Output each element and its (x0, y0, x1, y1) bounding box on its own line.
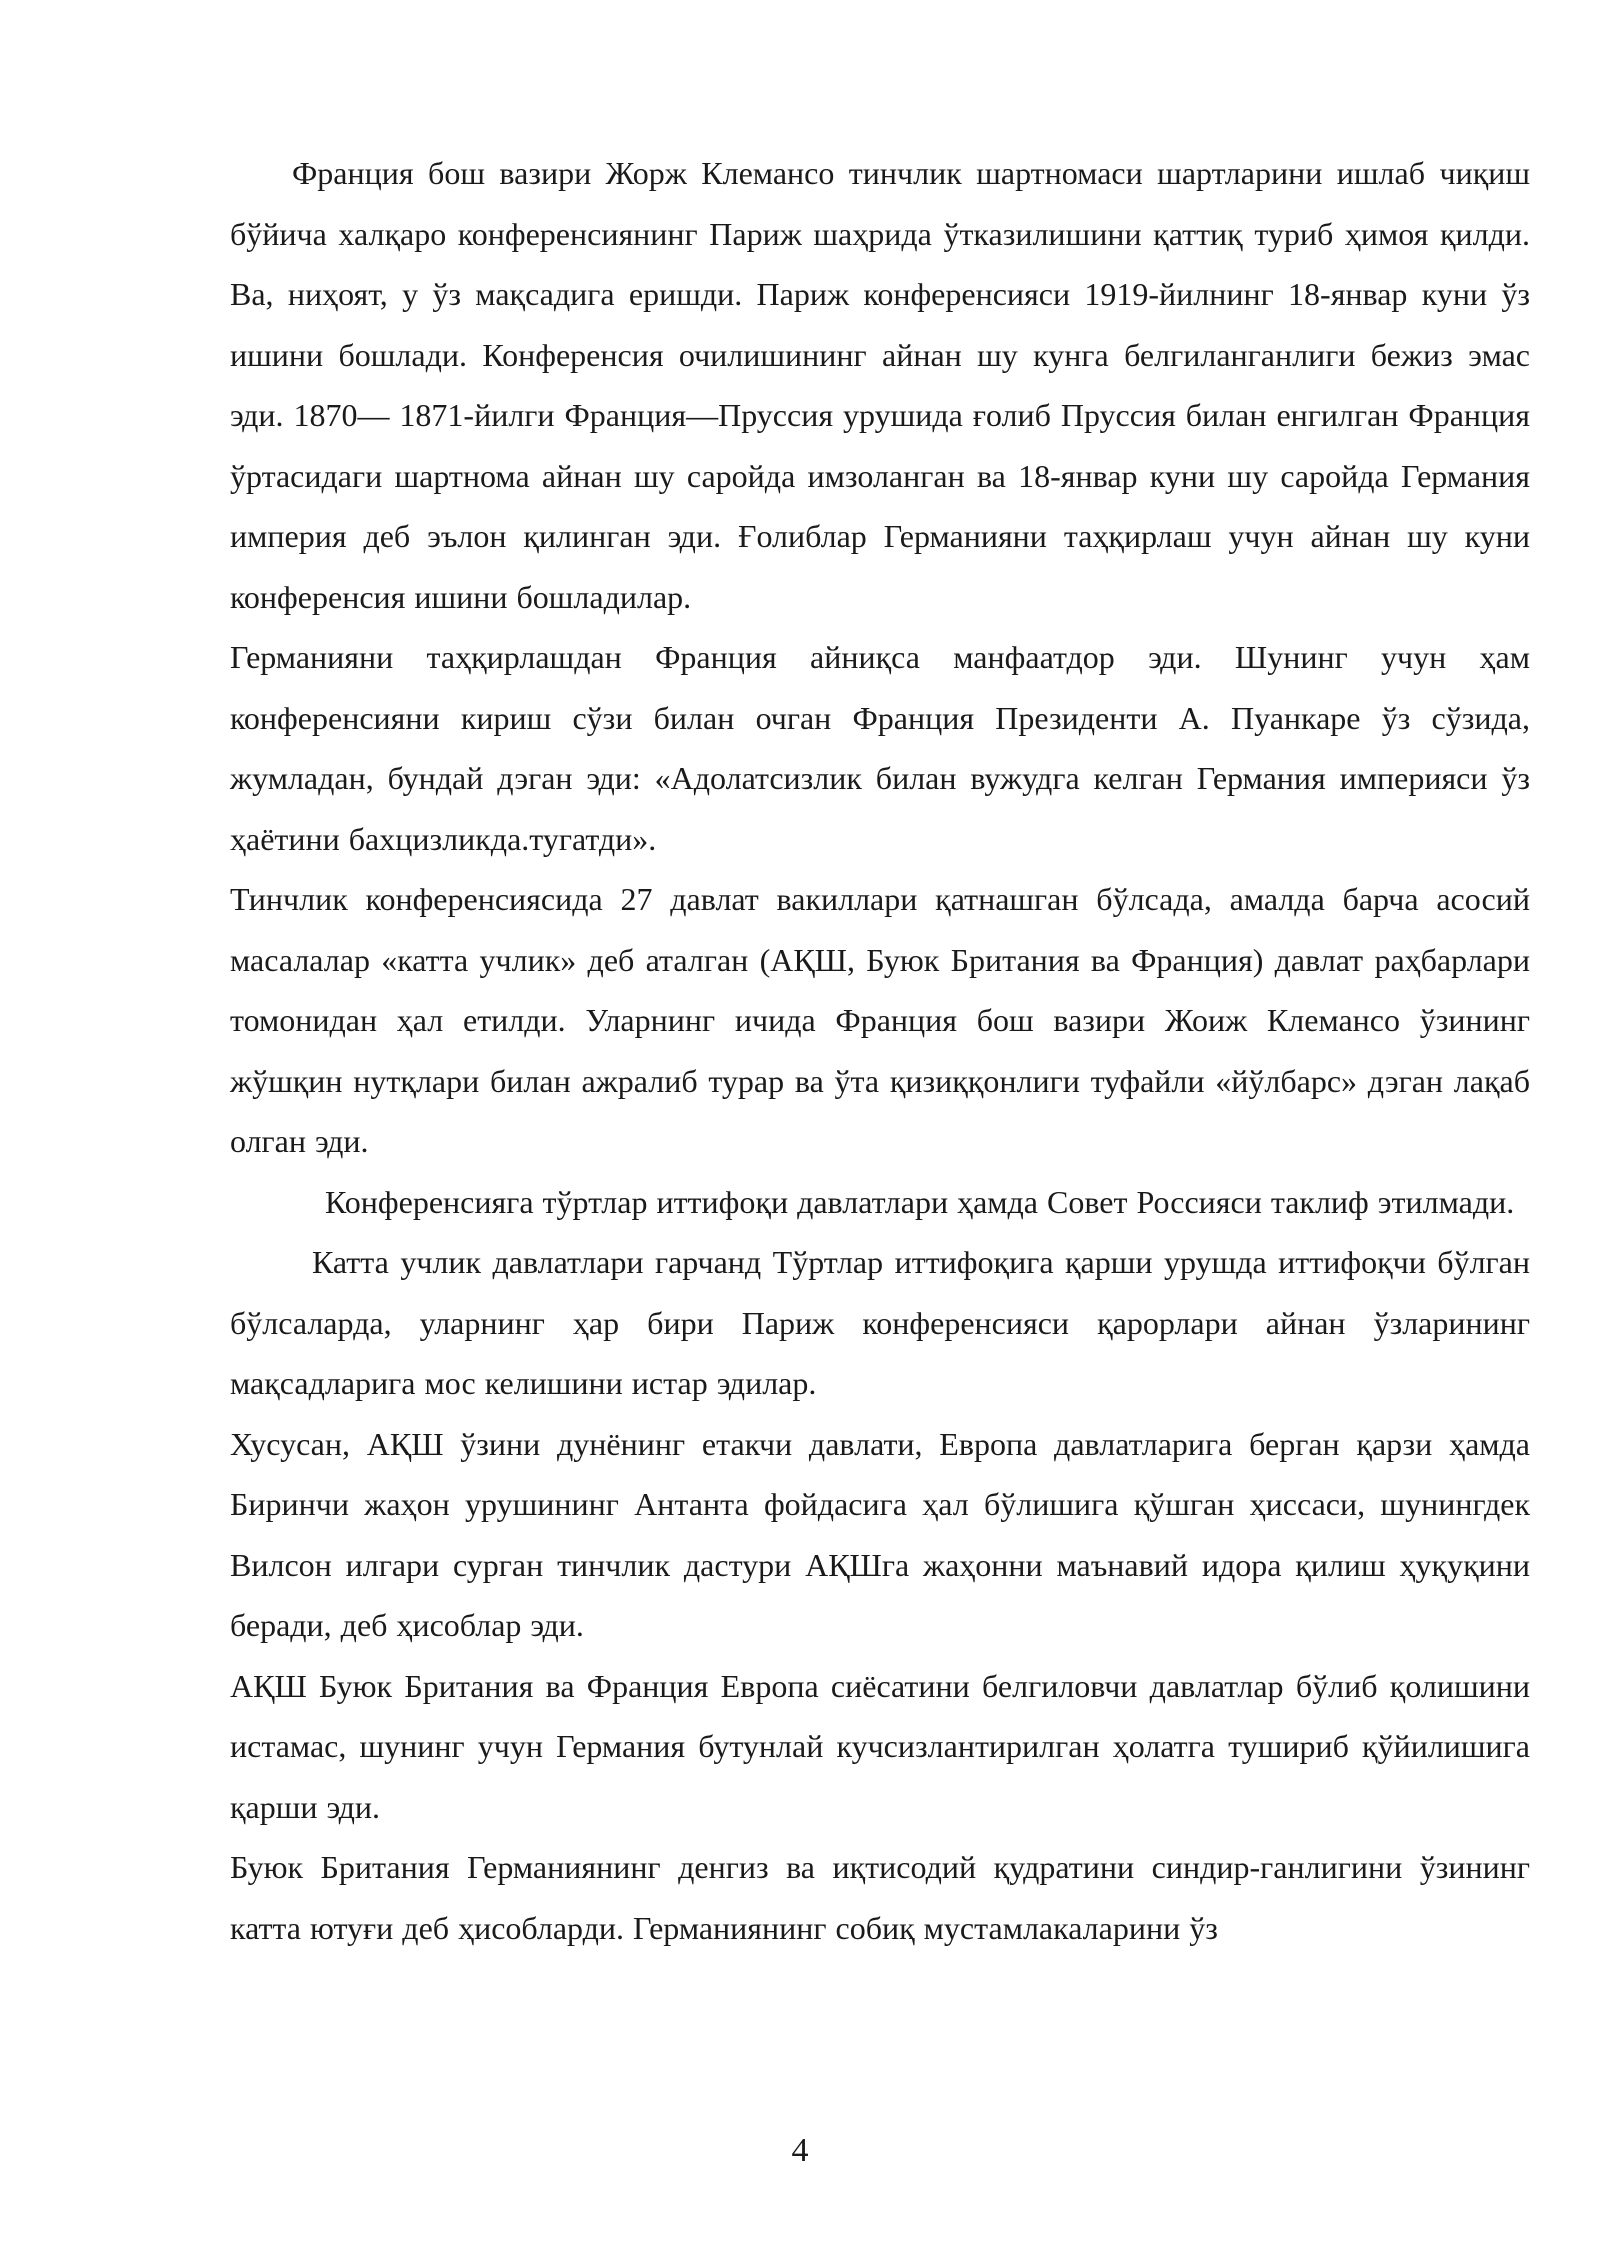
paragraph-clemenceau-paris-conference: Франция бош вазири Жорж Клемансо тинчлик шартномаси шартларини ишлаб чиқиш бўйича халқаро конференсиянинг Париж шаҳрида ўтказилишини қаттиқ туриб ҳимоя қилди. Ва, ниҳоят, у ўз мақсадига еришди. Париж конференсияси 1919-йилнинг 18-январ куни ўз ишини бошлади. Конференсия очилишининг айнан шу кунга белгиланганлиги бежиз эмас эди. 1870— 1871-йилги Франция—Пруссия урушида ғолиб Пруссия билан енгилган Франция ўртасидаги шартнома айнан шу саройда имзоланган ва 18-январ куни шу саройда Германия империя деб эълон қилинган эди. Ғолиблар Германияни таҳқирлаш учун айнан шу куни конференсия ишини бошладилар. (230, 155, 1530, 615)
paragraph-poincare-speech: Германияни таҳқирлашдан Франция айниқса манфаатдор эди. Шунинг учун ҳам конференсияни кириш сўзи билан очган Франция Президенти А. Пуанкаре ўз сўзида, жумладан, бундай дэган эди: «Адолатсизлик билан вужудга келган Германия империяси ўз ҳаётини бахцизликда.тугатди». (230, 639, 1530, 857)
paragraph-britain-position: Буюк Британия Германиянинг денгиз ва иқтисодий қудратини синдир-ганлигини ўзининг катта ютуғи деб ҳисобларди. Германиянинг собиқ мустамлакаларини ўз (230, 1849, 1530, 1946)
paragraph-allies-goals: Катта учлик давлатлари гарчанд Тўртлар иттифоқига қарши урушда иттифоқчи бўлган бўлсаларда, уларнинг ҳар бири Париж конференсияси қарорлари айнан ўзларининг мақсадларига мос келишини истар эдилар. (230, 1244, 1530, 1401)
paragraph-big-three: Тинчлик конференсиясида 27 давлат вакиллари қатнашган бўлсада, амалда барча асосий масалалар «катта учлик» деб аталган (АҚШ, Буюк Британия ва Франция) давлат раҳбарлари томонидан ҳал етилди. Уларнинг ичида Франция бош вазири Жоиж Клемансо ўзининг жўшқин нутқлари билан ажралиб турар ва ўта қизиққонлиги туфайли «йўлбарс» дэган лақаб олган эди. (230, 881, 1530, 1159)
paragraph-usa-position: Хусусан, АҚШ ўзини дунёнинг етакчи давлати, Европа давлатларига берган қарзи ҳамда Биринчи жаҳон урушининг Антанта фойдасига ҳал бўлишига қўшган ҳиссаси, шунингдек Вилсон илгари сурган тинчлик дастури АҚШга жаҳонни маънавий идора қилиш ҳуқуқини беради, деб ҳисоблар эди. (230, 1425, 1530, 1643)
document-page (230, 143, 1530, 1958)
paragraph-usa-europe-policy: АҚШ Буюк Британия ва Франция Европа сиёсатини белгиловчи давлатлар бўлиб қолишини истамас, шунинг учун Германия бутунлай кучсизлантирилган ҳолатга тушириб қўйилишига қарши эди. (230, 1667, 1530, 1825)
page-number: 4 (791, 2132, 809, 2169)
paragraph-not-invited: Конференсияга тўртлар иттифоқи давлатлари ҳамда Совет Россияси таклиф этилмади. (325, 1183, 1515, 1220)
